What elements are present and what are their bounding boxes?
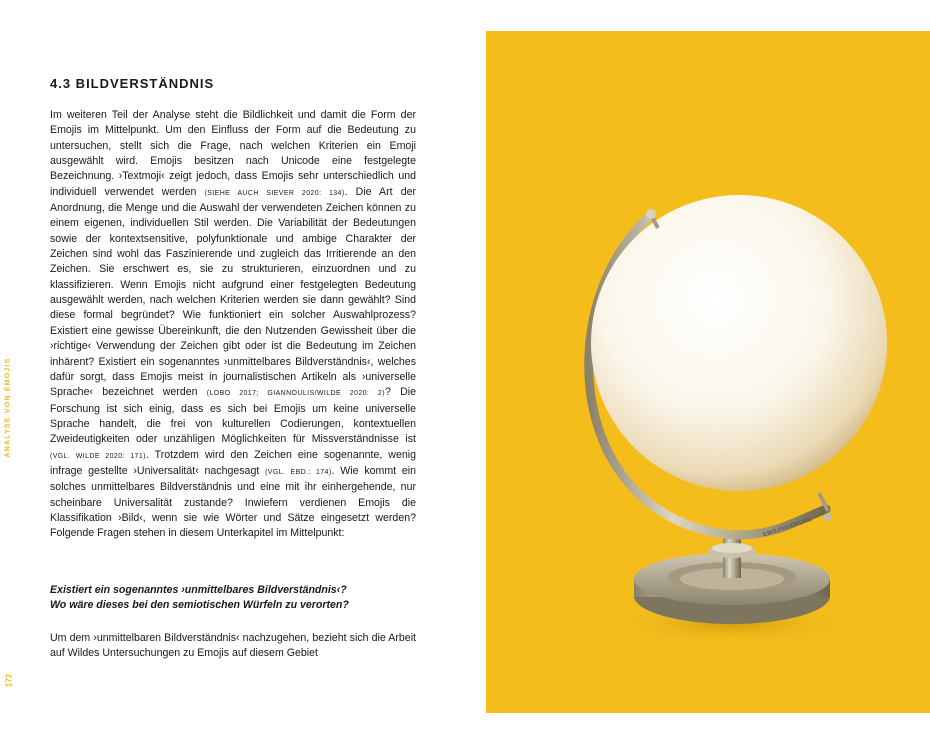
citation: (VGL. EBD.: 174) [265,468,332,476]
running-header-vertical: ANALYSE VON EMOJIS [4,357,12,458]
closing-paragraph: Um dem ›unmittelbaren Bildverständnis‹ nachzugehen, bezieht sich die Arbeit auf Wildes Untersuchungen zu Emojis auf diesem Gebiet [50,632,416,660]
text-run: . Wie kommt ein solches unmittelbares Bildverständnis und eine mit ihr einhergehende, nur scheinbare Universalität zustande? Inwiefern verdienen Emojis die Klassifikation ›Bild‹, wenn sie wie Wörter und Sätze eingesetzt werden? Folgende Fragen stehen in diesem Unterkapitel im Mittelpunkt: [50,464,417,540]
page-number: 172 [4,673,14,688]
question-1: Existiert ein sogenanntes ›unmittelbares Bildverständnis‹? [50,584,347,596]
research-questions [50,583,420,614]
text-run: . Trotzdem wird den Zeichen eine sogenannte, wenig infrage gestellte ›Universalität‹ nachgesagt [50,448,416,477]
globe-photo [486,31,930,713]
text-run: . Die Art der Anordnung, die Menge und die Auswahl der verwendeten Zeichen können zu einem eigenen, individuellen Stil werden. Die Variabilität der Bedeutungen sowie der kontextsensitive, polyfunktionale und ambige Charakter der Zeichen sind wohl das Faszinierende und zugleich das Irritierende an den Zeichen. Sie erschwert es, sie zu strukturieren, einzuordnen und zu klassifizieren. Wenn Emojis nicht aufgrund einer festgelegten Bedeutung ausgewählt werden, nach welchen Kriterien werden sie dann gewählt? Sind diese formal begründet? Wie funktioniert ein solcher Auswahlprozess? Existiert eine gewisse Übereinkunft, die den Nutzenden Gewissheit über die ›richtige‹ Verwendung der Zeichen gibt oder ist die Bedeutung im Zeichen inhärent? Existiert ein sogenanntes ›unmittelbares Bildverständnis‹, welches dafür sorgt, dass Emojis meist in journalistischen Artikeln als ›universelle Sprache‹ bezeichnet werden [50,185,417,399]
side-pin-knob [824,513,832,521]
body-paragraph [50,108,416,542]
citation: (VGL. WILDE 2020: 171) [50,452,146,460]
section-heading: 4.3 BILDVERSTÄNDNIS [50,76,215,91]
globe-label: EMOJIISIERUNG [762,516,814,539]
citation: (LOBO 2017; GIANNOULIS/WILDE 2020: 2) [206,390,385,398]
globe-illustration [486,31,930,713]
globe-sphere [591,195,887,491]
citation: (SIEHE AUCH SIEVER 2020: 134) [204,189,345,197]
top-pin-knob [646,209,656,219]
question-2: Wo wäre dieses bei den semiotischen Würfeln zu verorten? [50,599,349,612]
stem-collar-top [712,543,752,553]
text-run: Im weiteren Teil der Analyse steht die Bildlichkeit und damit die Form der Emojis im Mittelpunkt. Um den Einfluss der Form auf die Bedeutung zu untersuchen, stellt sich die Frage, nach welchen Kriterien ein Emoji ausgewählt wird. Emojis besitzen nach Unicode eine festgelegte Bezeichnung. ›Textmoji‹ zeigt jedoch, dass Emojis sehr unterschiedlich und individuell verwendet werden [50,109,416,198]
text-run: ? Die Forschung ist sich einig, dass es sich bei Emojis um keine universelle Sprache handelt, die frei von kulturellen Codierungen, kontextuellen Zweideutigkeiten oder unzähligen Möglichkeiten für Missverständnisse ist [50,386,417,446]
